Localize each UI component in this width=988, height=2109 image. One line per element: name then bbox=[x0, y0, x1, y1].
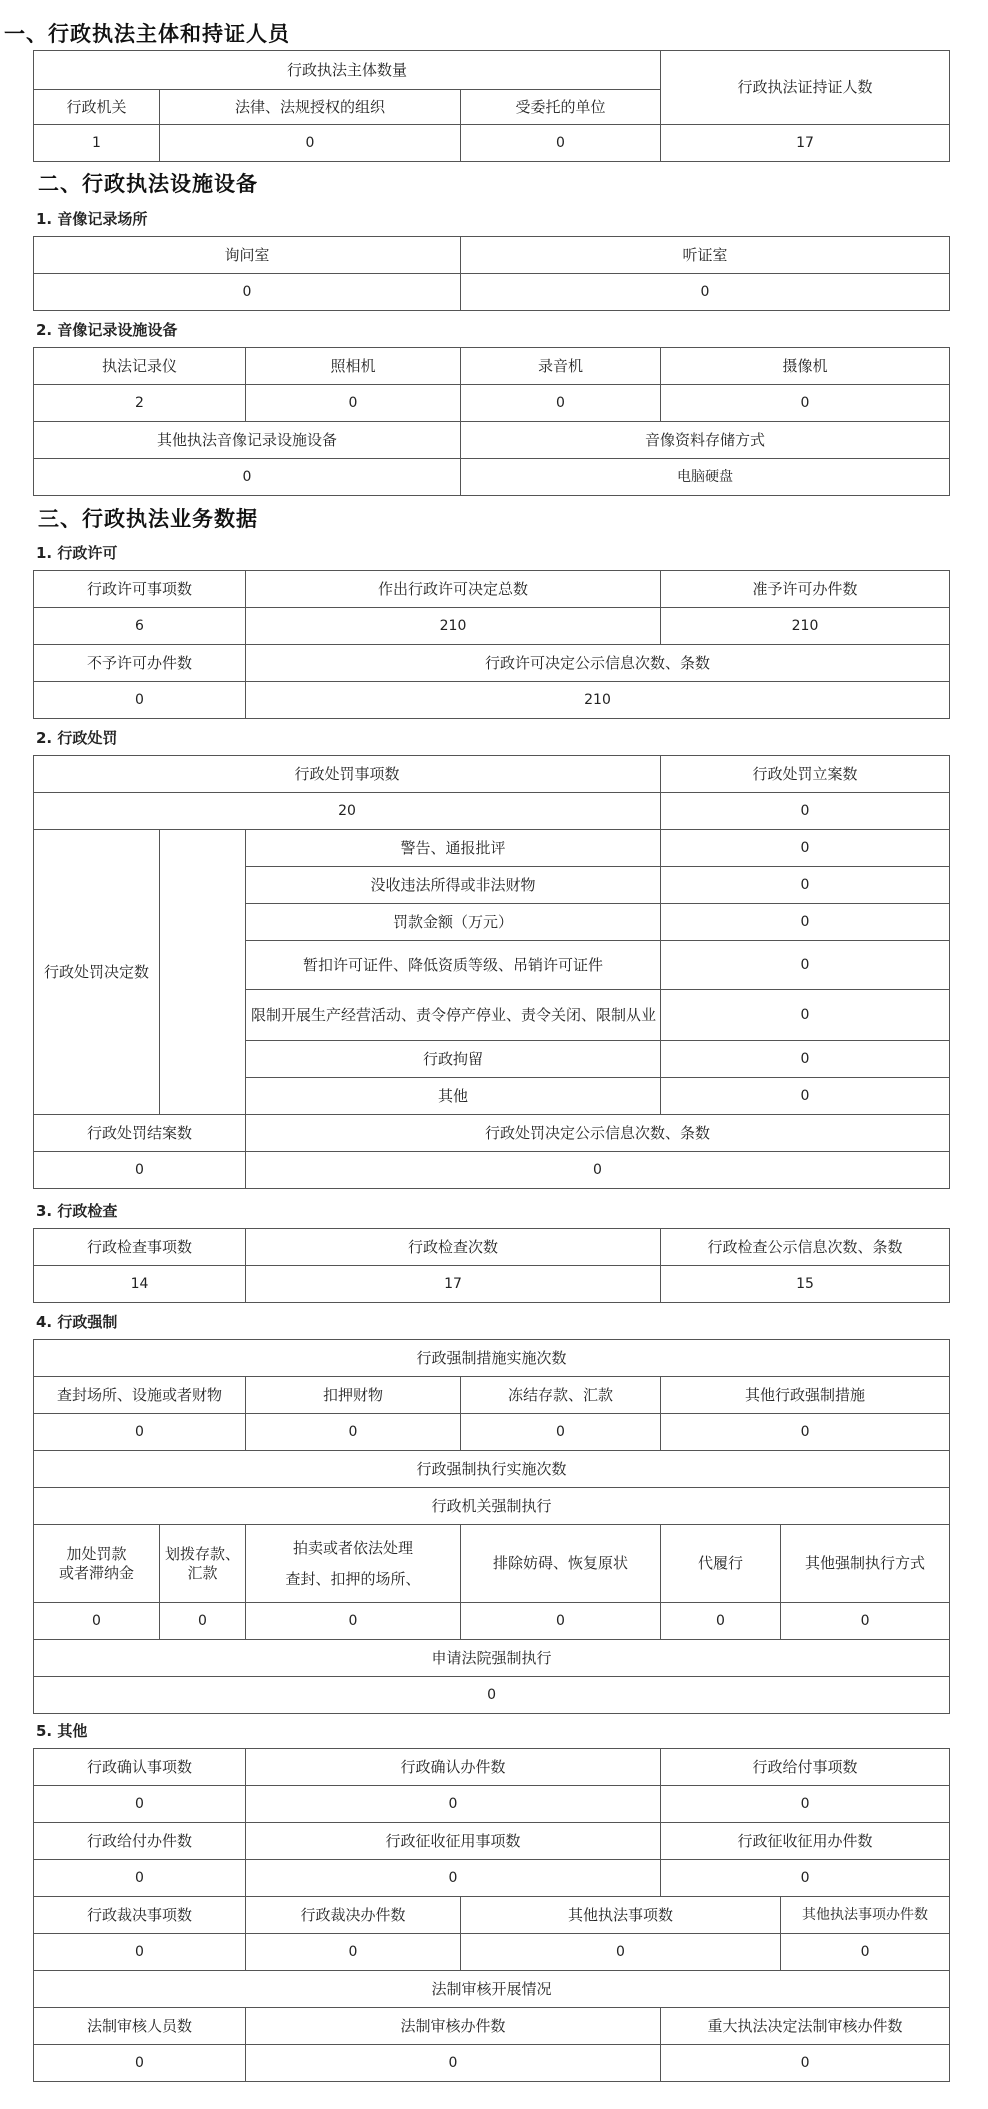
substitute-header: 代履行 bbox=[661, 1525, 781, 1603]
pay-cases-header: 行政给付办件数 bbox=[34, 1823, 246, 1860]
penalty-type-label: 行政拘留 bbox=[246, 1041, 661, 1078]
seal-value: 0 bbox=[34, 1414, 246, 1451]
other-subtitle: 5. 其他 bbox=[36, 1722, 88, 1740]
permit-decisions-header: 作出行政许可决定总数 bbox=[246, 571, 661, 608]
agency-exec-header: 行政机关强制执行 bbox=[34, 1488, 950, 1525]
other-exec-header: 其他强制执行方式 bbox=[781, 1525, 950, 1603]
agency-value: 1 bbox=[34, 125, 160, 162]
camera-header: 照相机 bbox=[246, 348, 461, 385]
transfer-line-1: 划拨存款、 bbox=[164, 1544, 240, 1563]
permit-table bbox=[33, 570, 950, 719]
agency-header: 行政机关 bbox=[34, 90, 160, 125]
fine-line-1: 加处罚款 bbox=[66, 1544, 127, 1563]
other-cases-header: 其他执法事项办件数 bbox=[781, 1897, 950, 1934]
recording-places-subtitle: 1. 音像记录场所 bbox=[36, 210, 148, 228]
permit-denied-header: 不予许可办件数 bbox=[34, 645, 246, 682]
penalty-publicity-header: 行政处罚决定公示信息次数、条数 bbox=[246, 1115, 950, 1152]
subject-count-header: 行政执法主体数量 bbox=[34, 51, 661, 90]
penalty-type-label: 限制开展生产经营活动、责令停产停业、责令关闭、限制从业 bbox=[246, 990, 661, 1041]
permit-denied-value: 0 bbox=[34, 682, 246, 719]
permit-granted-header: 准予许可办件数 bbox=[661, 571, 950, 608]
levy-items-header: 行政征收征用事项数 bbox=[246, 1823, 661, 1860]
penalty-table bbox=[33, 755, 950, 1189]
ruling-cases-header: 行政裁决办件数 bbox=[246, 1897, 461, 1934]
freeze-value: 0 bbox=[461, 1414, 661, 1451]
levy-items-value: 0 bbox=[246, 1860, 661, 1897]
penalty-type-label: 警告、通报批评 bbox=[246, 830, 661, 867]
inspection-count-value: 17 bbox=[246, 1266, 661, 1303]
penalty-items-value: 20 bbox=[34, 793, 661, 830]
entrusted-unit-header: 受委托的单位 bbox=[461, 90, 661, 125]
inspection-publicity-value: 15 bbox=[661, 1266, 950, 1303]
court-exec-header: 申请法院强制执行 bbox=[34, 1640, 950, 1677]
authorized-org-header: 法律、法规授权的组织 bbox=[160, 90, 461, 125]
recorder-value: 2 bbox=[34, 385, 246, 422]
penalty-items-header: 行政处罚事项数 bbox=[34, 756, 661, 793]
inspection-count-header: 行政检查次数 bbox=[246, 1229, 661, 1266]
penalty-closed-value: 0 bbox=[34, 1152, 246, 1189]
inspection-items-value: 14 bbox=[34, 1266, 246, 1303]
legal-review-header: 法制审核开展情况 bbox=[34, 1971, 950, 2008]
hearing-room-value: 0 bbox=[461, 274, 950, 311]
reviewers-value: 0 bbox=[34, 2045, 246, 2082]
section-2-title: 二、行政执法设施设备 bbox=[38, 172, 258, 196]
interrogation-room-header: 询问室 bbox=[34, 237, 461, 274]
confirm-cases-header: 行政确认办件数 bbox=[246, 1749, 661, 1786]
penalty-publicity-value: 0 bbox=[246, 1152, 950, 1189]
ruling-items-header: 行政裁决事项数 bbox=[34, 1897, 246, 1934]
pay-cases-value: 0 bbox=[34, 1860, 246, 1897]
video-camera-value: 0 bbox=[661, 385, 950, 422]
permit-items-value: 6 bbox=[34, 608, 246, 645]
penalty-decisions-header: 行政处罚决定数 bbox=[34, 830, 160, 1115]
fine-value: 0 bbox=[34, 1603, 160, 1640]
permit-items-header: 行政许可事项数 bbox=[34, 571, 246, 608]
storage-header: 音像资料存储方式 bbox=[461, 422, 950, 459]
auction-line-2: 查封、扣押的场所、 bbox=[285, 1569, 421, 1588]
camera-value: 0 bbox=[246, 385, 461, 422]
other-measures-value: 0 bbox=[661, 1414, 950, 1451]
levy-cases-header: 行政征收征用办件数 bbox=[661, 1823, 950, 1860]
penalty-closed-header: 行政处罚结案数 bbox=[34, 1115, 246, 1152]
penalty-type-value: 0 bbox=[661, 941, 950, 990]
coercion-table bbox=[33, 1339, 950, 1714]
penalty-type-label: 暂扣许可证件、降低资质等级、吊销许可证件 bbox=[246, 941, 661, 990]
hearing-room-header: 听证室 bbox=[461, 237, 950, 274]
other-devices-header: 其他执法音像记录设施设备 bbox=[34, 422, 461, 459]
other-measures-header: 其他行政强制措施 bbox=[661, 1377, 950, 1414]
permit-subtitle: 1. 行政许可 bbox=[36, 544, 118, 562]
other-table bbox=[33, 1748, 950, 2082]
levy-cases-value: 0 bbox=[661, 1860, 950, 1897]
penalty-type-value: 0 bbox=[661, 867, 950, 904]
remove-value: 0 bbox=[461, 1603, 661, 1640]
audio-recorder-header: 录音机 bbox=[461, 348, 661, 385]
transfer-value: 0 bbox=[160, 1603, 246, 1640]
penalty-type-label: 没收违法所得或非法财物 bbox=[246, 867, 661, 904]
inspection-publicity-header: 行政检查公示信息次数、条数 bbox=[661, 1229, 950, 1266]
auction-header bbox=[246, 1525, 461, 1603]
other-cases-value: 0 bbox=[781, 1934, 950, 1971]
fine-line-2: 或者滞纳金 bbox=[58, 1563, 134, 1582]
confirm-items-value: 0 bbox=[34, 1786, 246, 1823]
entrusted-unit-value: 0 bbox=[461, 125, 661, 162]
other-devices-value: 0 bbox=[34, 459, 461, 496]
major-review-value: 0 bbox=[661, 2045, 950, 2082]
confirm-cases-value: 0 bbox=[246, 1786, 661, 1823]
section-3-title: 三、行政执法业务数据 bbox=[38, 507, 258, 531]
permit-decisions-value: 210 bbox=[246, 608, 661, 645]
storage-value: 电脑硬盘 bbox=[461, 459, 950, 496]
seal-header: 查封场所、设施或者财物 bbox=[34, 1377, 246, 1414]
penalty-type-value: 0 bbox=[661, 1078, 950, 1115]
coercion-exec-header: 行政强制执行实施次数 bbox=[34, 1451, 950, 1488]
penalty-type-value: 0 bbox=[661, 830, 950, 867]
other-items-header: 其他执法事项数 bbox=[461, 1897, 781, 1934]
substitute-value: 0 bbox=[661, 1603, 781, 1640]
confirm-items-header: 行政确认事项数 bbox=[34, 1749, 246, 1786]
recording-devices-table bbox=[33, 347, 950, 496]
audio-recorder-value: 0 bbox=[461, 385, 661, 422]
major-review-header: 重大执法决定法制审核办件数 bbox=[661, 2008, 950, 2045]
auction-value: 0 bbox=[246, 1603, 461, 1640]
video-camera-header: 摄像机 bbox=[661, 348, 950, 385]
recording-devices-subtitle: 2. 音像记录设施设备 bbox=[36, 321, 178, 339]
freeze-header: 冻结存款、汇款 bbox=[461, 1377, 661, 1414]
permit-publicity-value: 210 bbox=[246, 682, 950, 719]
section-1-title: 一、行政执法主体和持证人员 bbox=[4, 22, 290, 46]
coercion-subtitle: 4. 行政强制 bbox=[36, 1313, 118, 1331]
pay-items-header: 行政给付事项数 bbox=[661, 1749, 950, 1786]
penalty-decisions-spacer bbox=[160, 830, 246, 1115]
fine-header bbox=[34, 1525, 160, 1603]
other-exec-value: 0 bbox=[781, 1603, 950, 1640]
cert-holders-value: 17 bbox=[661, 125, 950, 162]
remove-header: 排除妨碍、恢复原状 bbox=[461, 1525, 661, 1603]
ruling-items-value: 0 bbox=[34, 1934, 246, 1971]
recorder-header: 执法记录仪 bbox=[34, 348, 246, 385]
penalty-type-value: 0 bbox=[661, 990, 950, 1041]
permit-granted-value: 210 bbox=[661, 608, 950, 645]
auction-line-1: 拍卖或者依法处理 bbox=[292, 1538, 413, 1557]
pay-items-value: 0 bbox=[661, 1786, 950, 1823]
detain-header: 扣押财物 bbox=[246, 1377, 461, 1414]
court-exec-value: 0 bbox=[34, 1677, 950, 1714]
penalty-subtitle: 2. 行政处罚 bbox=[36, 729, 118, 747]
enforcement-subjects-table bbox=[33, 50, 950, 162]
other-items-value: 0 bbox=[461, 1934, 781, 1971]
penalty-filed-value: 0 bbox=[661, 793, 950, 830]
interrogation-room-value: 0 bbox=[34, 274, 461, 311]
review-cases-value: 0 bbox=[246, 2045, 661, 2082]
penalty-type-label: 其他 bbox=[246, 1078, 661, 1115]
authorized-org-value: 0 bbox=[160, 125, 461, 162]
cert-holders-header: 行政执法证持证人数 bbox=[661, 51, 950, 125]
inspection-table bbox=[33, 1228, 950, 1303]
recording-places-table bbox=[33, 236, 950, 311]
penalty-type-value: 0 bbox=[661, 1041, 950, 1078]
inspection-subtitle: 3. 行政检查 bbox=[36, 1202, 118, 1220]
detain-value: 0 bbox=[246, 1414, 461, 1451]
permit-publicity-header: 行政许可决定公示信息次数、条数 bbox=[246, 645, 950, 682]
reviewers-header: 法制审核人员数 bbox=[34, 2008, 246, 2045]
transfer-header bbox=[160, 1525, 246, 1603]
penalty-type-value: 0 bbox=[661, 904, 950, 941]
inspection-items-header: 行政检查事项数 bbox=[34, 1229, 246, 1266]
coercion-measures-header: 行政强制措施实施次数 bbox=[34, 1340, 950, 1377]
review-cases-header: 法制审核办件数 bbox=[246, 2008, 661, 2045]
transfer-line-2: 汇款 bbox=[187, 1563, 218, 1582]
penalty-filed-header: 行政处罚立案数 bbox=[661, 756, 950, 793]
penalty-type-label: 罚款金额（万元） bbox=[246, 904, 661, 941]
ruling-cases-value: 0 bbox=[246, 1934, 461, 1971]
